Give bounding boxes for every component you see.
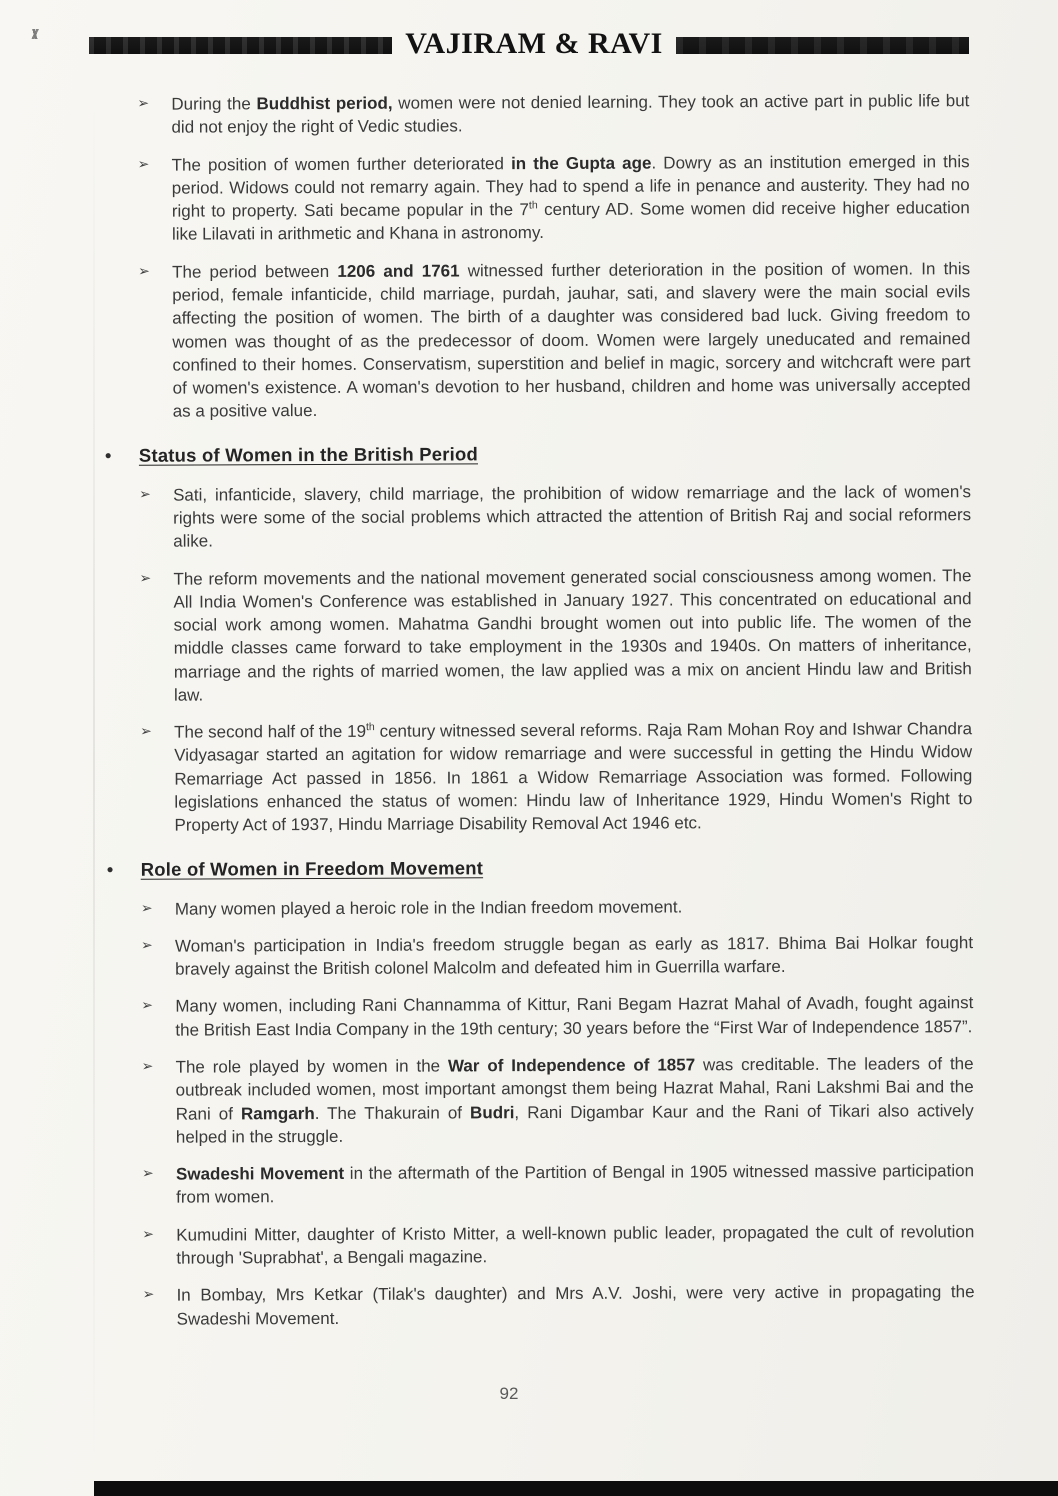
section-heading-row — [107, 855, 973, 881]
content — [104, 89, 975, 1330]
bullet-item — [131, 564, 972, 707]
arrow-bullet-icon: ➢ — [141, 1164, 154, 1181]
scan-left-edge-artifact — [93, 80, 95, 1466]
bullet-item — [135, 1280, 975, 1330]
arrow-bullet-icon: ➢ — [140, 722, 152, 739]
scan-bottom-edge-artifact — [94, 1481, 1058, 1496]
arrow-bullet-icon: ➢ — [137, 155, 150, 172]
heading-bullet-dot-icon: • — [106, 859, 114, 881]
arrow-bullet-icon: ➢ — [141, 1057, 154, 1074]
bullet-item — [134, 1220, 974, 1270]
bullet-text: Kumudini Mitter, daughter of Kristo Mitter, a well-known public leader, propagated the cult of revolution through 'Suprabhat', a Bengali magazine. — [176, 1221, 975, 1268]
page-number: 92 — [499, 1384, 519, 1403]
heading-bullet-dot-icon: • — [104, 445, 112, 467]
arrow-bullet-icon: ➢ — [141, 997, 154, 1014]
bullet-item — [133, 992, 973, 1042]
bullet-text: Swadeshi Movement in the aftermath of the Partition of Bengal in 1905 witnessed massive participation from women. — [175, 1161, 975, 1208]
arrow-bullet-icon: ➢ — [139, 485, 151, 502]
bullet-item — [133, 931, 973, 981]
bullet-item — [134, 1159, 974, 1209]
arrow-bullet-icon: ➢ — [142, 1285, 155, 1303]
arrow-bullet-icon: ➢ — [140, 899, 153, 916]
bullet-item — [129, 89, 969, 139]
bullet-item — [131, 480, 971, 554]
section-heading: Role of Women in Freedom Movement — [140, 856, 484, 880]
bullet-item — [130, 150, 970, 247]
bullet-text: Many women played a heroic role in the Indian freedom movement. — [174, 897, 683, 919]
bullet-item — [132, 717, 972, 837]
bullet-text: Many women, including Rani Channamma of Kittur, Rani Begam Hazrat Mahal of Avadh, fought against the British East India Company in the 19th century; 30 years before the “First War of Independence 1857”. — [175, 993, 974, 1040]
bullet-text: During the Buddhist period, women were not denied learning. They took an active part in public life but did not enjoy the right of Vedic studies. — [171, 91, 970, 137]
arrow-bullet-icon: ➢ — [139, 569, 152, 586]
bullet-text: In Bombay, Mrs Ketkar (Tilak's daughter) and Mrs A.V. Joshi, were very active in propagating the Swadeshi Movement. — [176, 1282, 975, 1329]
arrow-bullet-icon: ➢ — [138, 262, 150, 279]
bullet-text: Sati, infanticide, slavery, child marriage, the prohibition of widow remarriage and the lack of women's rights were some of the social problems which attracted the attention of British Raj and social reformers alike. — [173, 481, 972, 551]
section-heading-row — [105, 441, 971, 467]
section-heading: Status of Women in the British Period — [138, 442, 478, 466]
bullet-item — [133, 894, 973, 921]
bullet-text: The role played by women in the War of Independence of 1857 was creditable. The leaders of the outbreak included women, most important amongst them being Hazrat Mahal, Rani Lakshmi Bai and the Rani of Ramgarh. The Thakurain of Budri, Rani Digambar Kaur and the Rani of Tikari also actively helped in the struggle. — [175, 1054, 974, 1147]
header-bar-left-decoration — [89, 37, 392, 54]
bullet-text: The reform movements and the national movement generated social consciousness among women. The All India Women's Conference was established in January 1927. This concentrated on educational and social work among women. Mahatma Gandhi brought women out into public life. The women of the middle classes came forward to take employment in the 1930s and 1940s. On matters of inheritance, marriage and the rights of married women, the law applied was a mix on ancient Hindu law and British law. — [173, 565, 972, 705]
bullet-text: The period between 1206 and 1761 witnessed further deterioration in the position of women. In this period, female infanticide, child marriage, purdah, jauhar, sati, and slavery were the main social evils affecting the position of women. The birth of a daughter was considered bad luck. Giving freedom to women was thought of as the predecessor of doom. Women were largely uneducated and remained confined to their homes. Conservatism, superstition and belief in magic, sorcery and witchcraft were part of women's existence. A woman's devotion to her husband, children and home was universally accepted as a positive value. — [172, 258, 971, 422]
brand-title: VAJIRAM & RAVI — [405, 27, 663, 60]
bullet-text: Woman's participation in India's freedom struggle began as early as 1817. Bhima Bai Holkar fought bravely against the British colonel Malcolm and defeated him in Guerrilla warfare. — [174, 933, 974, 979]
bullet-text: The second half of the 19th century witnessed several reforms. Raja Ram Mohan Roy and Ishwar Chandra Vidyasagar started an agitation for widow remarriage and were successful in getting the Hindu Widow Remarriage Act passed in 1856. In 1861 a Widow Remarriage Association was formed. Following legislations enhanced the status of women: Hindu law of Inheritance 1929, Hindu Women's Right to Property Act of 1937, Hindu Marriage Disability Removal Act 1946 etc. — [174, 719, 973, 835]
arrow-bullet-icon: ➢ — [142, 1225, 155, 1242]
bullet-text: The position of women further deteriorated in the Gupta age. Dowry as an institution emerged in this period. Widows could not remarry again. They had to spend a life in penance and austerity. They had no right to property. Sati became popular in the 7th century AD. Some women did receive higher education like Lilavati in arithmetic and Khana in astronomy. — [171, 151, 970, 245]
bullet-item — [130, 257, 971, 424]
header-bar-right-decoration — [676, 37, 969, 54]
pen-mark-artifact — [27, 29, 43, 39]
arrow-bullet-icon: ➢ — [140, 936, 153, 953]
arrow-bullet-icon: ➢ — [137, 94, 150, 111]
header — [0, 0, 1058, 61]
bullet-item — [134, 1052, 974, 1149]
